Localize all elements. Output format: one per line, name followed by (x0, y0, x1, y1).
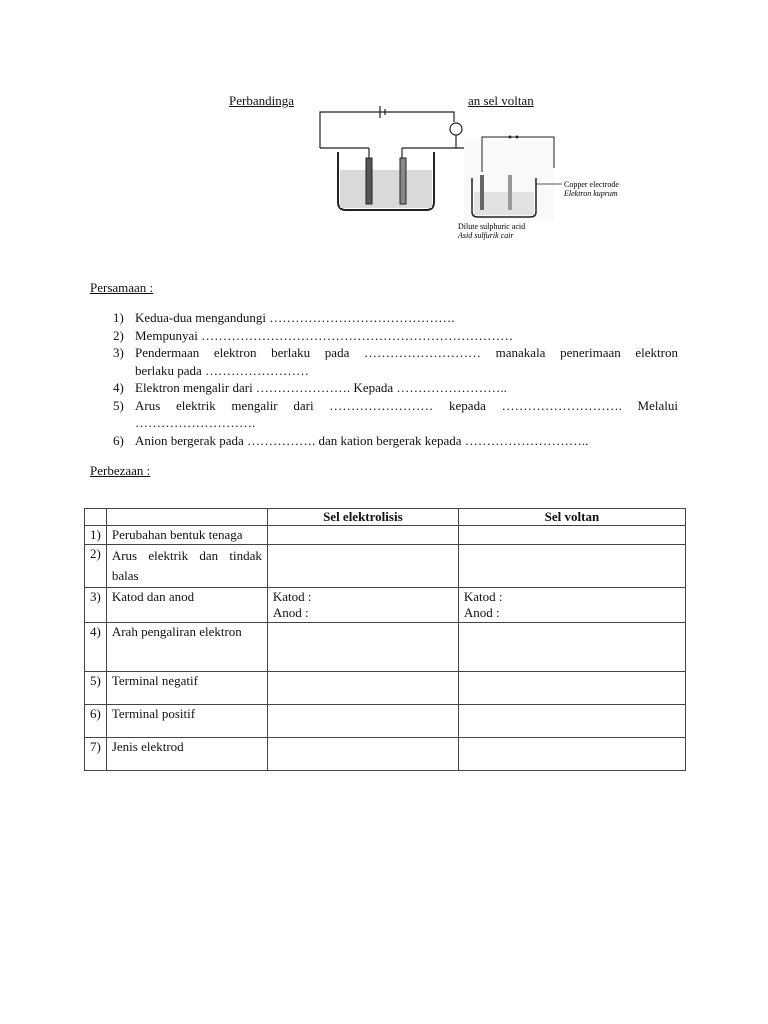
persamaan-list (113, 309, 678, 449)
ammeter-icon (450, 123, 462, 135)
table-row: 4) Arah pengaliran elektron (85, 623, 686, 672)
page-title-left: Perbandinga (229, 93, 294, 108)
table-row: 1) Perubahan bentuk tenaga (85, 526, 686, 545)
header-sel-elektrolisis: Sel elektrolisis (267, 509, 458, 526)
list-item: 5) Arus elektrik mengalir dari …………………… kepada ………………………. Melalui ………………………. (113, 397, 678, 430)
list-item: 6) Anion bergerak pada ……………. dan kation bergerak kepada ……………………….. (113, 432, 589, 448)
figure-label-1: Copper electrode (564, 180, 619, 189)
list-item: 2) Mempunyai ……………………………………………………………… (113, 327, 514, 343)
persamaan-heading: Persamaan : (90, 280, 154, 295)
comparison-table (84, 508, 686, 771)
table-row: 6) Terminal positif (85, 705, 686, 738)
table-row: 2) Arus elektrik dan tindak balas (85, 545, 686, 588)
figure-label-2: Elektron kuprum (564, 189, 618, 198)
figure-label-3: Dilute sulphuric acid (458, 222, 526, 231)
page-title-right: an sel voltan (468, 93, 534, 108)
list-item: 3) Pendermaan elektron berlaku pada ……………………… manakala penerimaan elektron berlaku pada …………………… (113, 345, 678, 378)
cell-diagram (314, 100, 654, 250)
figure-label-4: Asid sulfurik cair (458, 231, 514, 240)
table-row: 3) Katod dan anod Katod : Anod : Katod : Anod : (85, 588, 686, 623)
table-header-row (85, 509, 686, 526)
header-sel-voltan: Sel voltan (458, 509, 685, 526)
perbezaan-heading: Perbezaan : (90, 463, 151, 478)
table-row: 5) Terminal negatif (85, 672, 686, 705)
list-item: 4) Elektron mengalir dari …………………. Kepada …………………….. (113, 380, 507, 395)
list-item: 1) Kedua-dua mengandungi ……………………………………. (113, 310, 455, 325)
table-row: 7) Jenis elektrod (85, 738, 686, 771)
